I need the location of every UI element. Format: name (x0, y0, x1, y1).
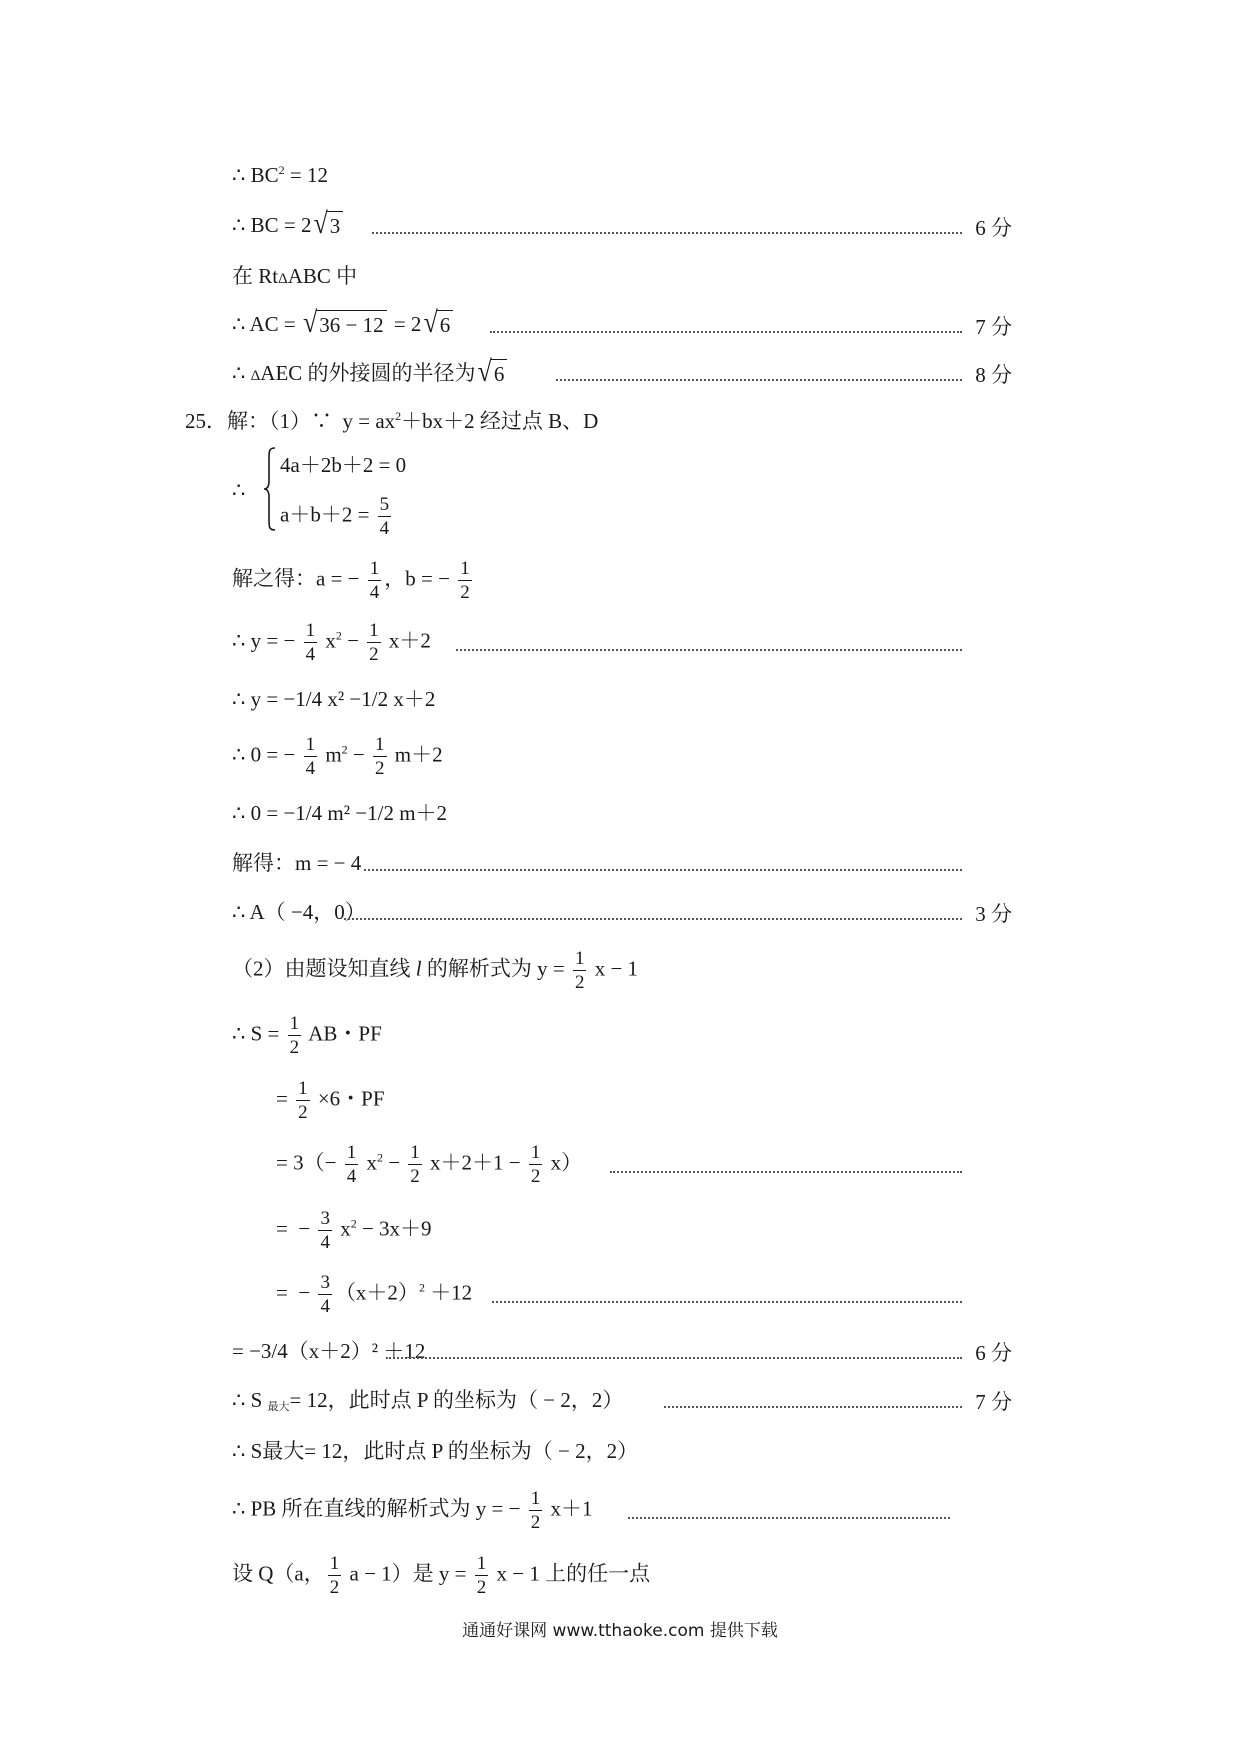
line-7b (280, 493, 394, 539)
line-8 (232, 557, 475, 603)
line-4 (232, 304, 455, 344)
line-10 (232, 678, 435, 718)
line-5 (232, 352, 509, 392)
line-text: 设 Q（a， $\frac{1}{2}$ a − 1）是 y = $\frac{1}{2}$ x − 1 上的任一点 (232, 1552, 651, 1598)
line-text: = − $\frac{3}{4}$ $x^2 - 3x+9$ (276, 1207, 432, 1253)
dot-leader (490, 331, 962, 333)
line-20 (276, 1271, 473, 1317)
line-text: = $\frac{1}{2}$ ×6・PF (276, 1077, 385, 1123)
line-16 (232, 1012, 382, 1058)
line-text: 4a＋2b＋2 = 0 (280, 453, 407, 477)
line-text: 在 RtΔABC 中 (232, 264, 358, 288)
dot-leader (556, 379, 962, 381)
line-text: ∴ AC = √ 36 − 12 = 2 √ 6 (232, 310, 455, 338)
line-text: 解得：m = − 4 (232, 851, 362, 875)
page-footer: 通通好课网 www.tthaoke.com 提供下载 (462, 1621, 778, 1641)
line-text: ∴ ΔAEC 的外接圆的半径为 √ 6 (232, 357, 509, 387)
line-text: = − $\frac{3}{4}$ $(x+2)^2 +12$ (276, 1271, 473, 1317)
line-19 (276, 1207, 432, 1253)
dot-leader (364, 869, 962, 871)
line-3 (232, 255, 357, 295)
line-14 (232, 891, 366, 931)
score-label: 8 分 (975, 363, 1012, 387)
line-text: ∴ y = − $\frac{1}{4}$ $x^2$ − $\frac{1}{2}$ x＋2 (232, 619, 431, 665)
line-text: ∴ 0 = − $\frac{1}{4}$ $m^2$ − $\frac{1}{2}$ m＋2 (232, 733, 443, 779)
dot-leader (610, 1171, 962, 1173)
score-label: 6 分 (975, 1341, 1012, 1365)
line-text: ∴ 0 = −1/4 m² −1/2 m＋2 (232, 801, 448, 825)
line-text: 25．解：（1）∵ $y = ax^2+bx+2$ 经过点 B、D (185, 409, 599, 433)
line-6 (185, 400, 598, 440)
line-25 (232, 1552, 651, 1598)
line-22 (232, 1379, 623, 1419)
dot-leader (628, 1517, 950, 1519)
line-2 (232, 205, 345, 245)
score-label: 6 分 (975, 216, 1012, 240)
line-text: ∴ PB 所在直线的解析式为 y = − $\frac{1}{2}$ x＋1 (232, 1487, 593, 1533)
score-label: 7 分 (975, 315, 1012, 339)
line-text: 解之得：a = − $\frac{1}{4}$ ，b = − $\frac{1}{2}$ (232, 557, 470, 603)
line-18 (276, 1141, 583, 1187)
line-text: = 3（− $\frac{1}{4}$ $x^2$ − $\frac{1}{2}$ x＋2＋1 − $\frac{1}{2}$ x） (276, 1141, 583, 1187)
dot-leader (456, 649, 962, 651)
score-label: 3 分 (975, 902, 1012, 926)
line-text: ∴ S = $\frac{1}{2}$ AB・PF (232, 1012, 382, 1058)
dot-leader (664, 1406, 962, 1408)
line-15 (232, 947, 639, 993)
line-7-therefore: ∴ (232, 477, 246, 502)
dot-leader (344, 918, 962, 920)
line-text: ∴ $BC^2 = 12$ (232, 162, 328, 187)
line-text: ∴ S最大= 12，此时点 P 的坐标为（ − 2，2） (232, 1439, 639, 1463)
line-text: ∴ y = −1/4 x² −1/2 x＋2 (232, 687, 436, 711)
line-1 (232, 155, 328, 195)
line-12 (232, 792, 447, 832)
line-21 (232, 1330, 425, 1370)
line-11 (232, 733, 443, 779)
line-text: ∴ A（ −4，0） (232, 900, 366, 924)
line-text: a＋b＋2 = $\frac{5}{4}$ (280, 493, 390, 539)
score-label: 7 分 (975, 1390, 1012, 1414)
line-text: ∴ BC = 2 √ 3 (232, 211, 345, 239)
line-17 (276, 1077, 385, 1123)
dot-leader (492, 1301, 962, 1303)
line-9 (232, 619, 431, 665)
line-24 (232, 1487, 593, 1533)
line-text: （2）由题设知直线 l 的解析式为 y = $\frac{1}{2}$ x − 1 (232, 947, 639, 993)
line-23 (232, 1430, 638, 1470)
line-13 (232, 842, 361, 882)
dot-leader (372, 232, 962, 234)
line-text: = −3/4（x＋2）² ＋12 (232, 1339, 426, 1363)
line-7a (280, 444, 406, 484)
left-brace (264, 447, 276, 531)
line-text: ∴ S $_{最大}$= 12，此时点 P 的坐标为（ − 2，2） (232, 1388, 624, 1413)
dot-leader (386, 1357, 962, 1359)
